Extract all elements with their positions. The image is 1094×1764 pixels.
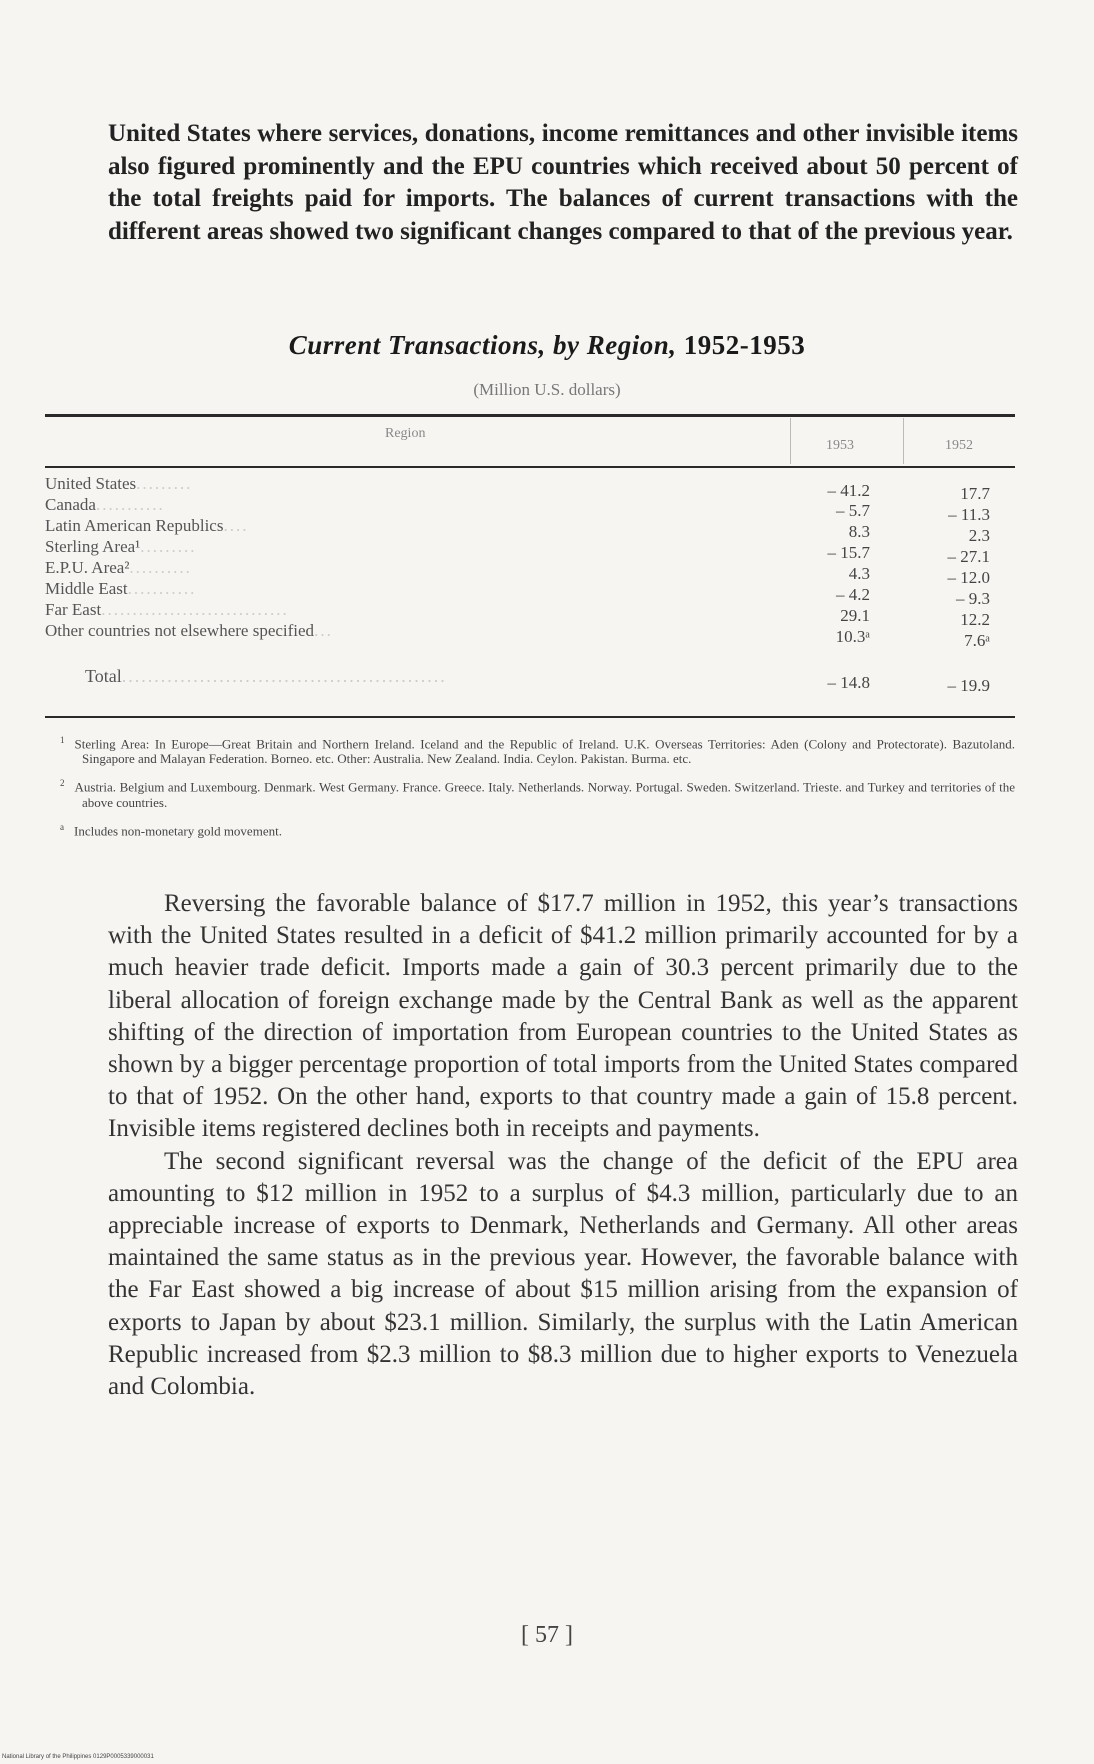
value-1953: – 5.7 [836, 501, 870, 520]
table-top-rule [45, 414, 1015, 417]
table-subtitle: (Million U.S. dollars) [473, 380, 621, 399]
table-title-text: Current Transactions, by Region, [288, 330, 677, 360]
value-1953: 4.3 [848, 564, 870, 583]
row-label: Other countries not elsewhere specified... [45, 621, 333, 640]
footnote: $^a$ Includes non-monetary gold movement. [60, 821, 282, 838]
value-1952: 7.6ᵃ [964, 631, 990, 650]
value-1953: 8.3 [848, 522, 870, 541]
value-1952: – 9.3 [956, 589, 990, 608]
value-1953: 29.1 [840, 606, 870, 625]
total-label: Total.................................................. [85, 666, 447, 686]
value-1952: 2.3 [968, 526, 990, 545]
table-header-rule [45, 466, 1015, 468]
footnotes [60, 733, 1015, 848]
value-1952: 17.7 [960, 484, 990, 503]
intro-paragraph: United States where services, donations, income remittances and other invisible items also figured prominently and the EPU countries which received about 50 percent of the total freights paid for imports. The balances of current transactions with the different areas showed two significant changes compared to that of the previous year. [108, 120, 1018, 245]
table-title-years: 1952-1953 [683, 330, 806, 360]
column-divider-1 [790, 418, 791, 464]
row-label: Latin American Republics.... [45, 516, 249, 535]
body-paragraph-2: The second significant reversal was the change of the deficit of the EPU area amounting to $12 million in 1952 to a surplus of $4.3 million, particularly due to an appreciable increase of exports to Denmark, Netherlands and Germany. All other areas maintained the same status as in the previous year. However, the favorable balance with the Far East showed a big increase of about $15 million arising from the expansion of exports to Japan by about $23.1 million. Similarly, the surplus with the Latin American Republic increased from $2.3 million to $8.3 million due to higher exports to Venezuela and Colombia. [108, 1147, 1018, 1401]
row-label: Far East.............................. [45, 600, 289, 619]
value-1952: – 11.3 [948, 505, 990, 524]
header-1953: 1953 [826, 438, 854, 453]
header-1952: 1952 [945, 438, 973, 453]
table-title [0, 330, 1094, 361]
body-paragraph-1: Reversing the favorable balance of $17.7 million in 1952, this year’s transactions with the United States resulted in a deficit of $41.2 million primarily accounted for by a much heavier trade deficit. Imports made a gain of 30.3 percent primarily due to the liberal allocation of foreign exchange made by the Central Bank as well as the apparent shifting of the direction of importation from European countries to the United States as shown by a bigger percentage proportion of total imports from the United States compared to that of 1952. On the other hand, exports to that country made a gain of 15.8 percent. Invisible items registered declines both in receipts and payments. [108, 890, 1018, 1143]
total-1952: – 19.9 [947, 676, 990, 695]
total-1953: – 14.8 [827, 673, 870, 692]
row-label: Canada........... [45, 495, 165, 514]
row-label: Middle East........... [45, 579, 197, 598]
footnote: $^1$ Sterling Area: In Europe—Great Britain and Northern Ireland. Iceland and the Republic of Ireland. U.K. Overseas Territories: Aden (Colony and Protectorate). Bazutoland. Singapore and Malayan Federation. Borneo. etc. Other: Australia. New Zealand. India. Ceylon. Pakistan. Burma. etc. [60, 735, 1015, 767]
value-1953: 10.3ᵃ [835, 627, 870, 646]
header-region: Region [385, 426, 426, 441]
column-divider-2 [903, 418, 904, 464]
row-label: Sterling Area¹......... [45, 537, 197, 556]
row-label: E.P.U. Area².......... [45, 558, 192, 577]
value-1952: – 27.1 [947, 547, 990, 566]
page-number: [ 57 ] [521, 1622, 573, 1648]
value-1953: – 41.2 [827, 481, 870, 500]
value-1952: – 12.0 [947, 568, 990, 587]
value-1953: – 4.2 [836, 585, 870, 604]
footer-text: National Library of the Philippines 0129P0005339000031 [2, 1754, 154, 1760]
body-text [108, 888, 1018, 1403]
row-label: United States......... [45, 474, 193, 493]
footnote: $^2$ Austria. Belgium and Luxembourg. Denmark. West Germany. France. Greece. Italy. Netherlands. Norway. Portugal. Sweden. Switzerland. Trieste. and Turkey and territories of the above countries. [60, 778, 1015, 810]
table-bottom-rule [45, 716, 1015, 718]
value-1952: 12.2 [960, 610, 990, 629]
value-1953: – 15.7 [827, 543, 870, 562]
